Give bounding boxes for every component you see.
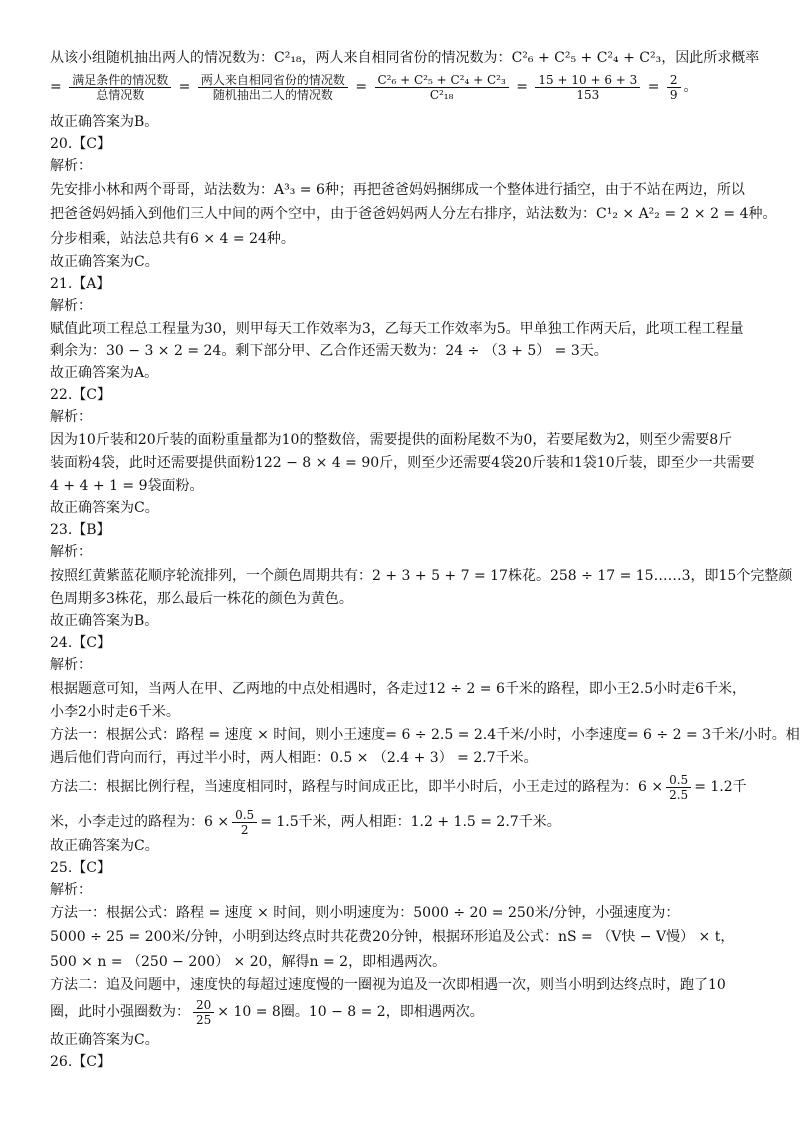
text: ，小李速度 (556, 727, 627, 743)
text: 。相 (771, 727, 800, 743)
q24-method1-line-1 (50, 725, 800, 745)
math-expr: 2 + 3 + 5 + 7 = 17 (372, 568, 508, 584)
q21-analysis-label: 解析： (50, 298, 92, 314)
text: 方法一：根据公式： (50, 905, 176, 921)
q22-answer: 故正确答案为C。 (50, 500, 159, 516)
text: 按照红黄紫蓝花顺序轮流排列，一个颜色周期共有： (50, 568, 372, 584)
q25-method1-line-1 (50, 903, 770, 923)
q22-line-3 (50, 476, 770, 496)
math-expr: 12 ÷ 2 = 6 (428, 681, 505, 697)
denominator: 2.5 (669, 787, 689, 802)
q25-method1-line-3 (50, 952, 770, 972)
q26-heading: 26.【C】 (50, 1054, 111, 1070)
text: 天。 (579, 343, 608, 359)
q24-method2-line-1 (50, 771, 770, 803)
q22-line-1: 因为10斤装和20斤装的面粉重量都为10的整数倍，需要提供的面粉尾数不为0，若要尾数为2，则至少需要8斤 (50, 432, 733, 448)
text: 千米，两人相距： (298, 814, 411, 830)
q21-line-1: 赋值此项工程总工程量为30，则甲每天工作效率为3，乙每天工作效率为5。甲单独工作两天后，此项工程工程量 (50, 321, 744, 337)
q25-heading: 25.【C】 (50, 860, 111, 876)
math-expr: × 10 = 8 (217, 1004, 281, 1020)
text: 。剩下部分甲、乙合作还需天数为： (221, 343, 446, 359)
math-expr: 5000 ÷ 25 = 200米/分钟 (50, 929, 219, 945)
math-expr: 24 ÷ （3 + 5） = 3 (445, 343, 580, 359)
text: 种；再把爸爸妈妈捆绑成一个整体进行插空，由于不站在两边，所以 (324, 182, 745, 198)
denominator: C²₁₈ (429, 87, 454, 102)
text: ， (720, 929, 735, 945)
fraction (198, 73, 348, 102)
text: 圈，此时小强圈数为： (50, 1004, 190, 1020)
math-expr: 1.2 + 1.5 = 2.7 (410, 814, 519, 830)
q19-probability-equation (50, 71, 770, 103)
q24-answer: 故正确答案为C。 (50, 838, 159, 854)
fraction (667, 73, 681, 102)
text: 千米。 (495, 750, 538, 766)
q25-answer: 故正确答案为C。 (50, 1032, 159, 1048)
math-expr: 6 × (638, 779, 664, 795)
denominator: 总情况数 (96, 87, 145, 102)
q24-method1-line-2 (50, 748, 770, 768)
text: 剩余为： (50, 343, 106, 359)
math-expr: 5000 ÷ 20 = 250米/分钟 (413, 905, 582, 921)
denominator: 153 (576, 87, 600, 102)
text: ，即15个完整颜 (690, 568, 793, 584)
math-expr: 30 − 3 × 2 = 24 (106, 343, 222, 359)
equals-sign: = (178, 79, 191, 95)
text: 米，小李走过的路程为： (50, 814, 204, 830)
denominator: 9 (669, 87, 678, 102)
equals-sign: = (647, 79, 660, 95)
q25-analysis-label: 解析： (50, 882, 92, 898)
text: ，则小王速度 (301, 727, 386, 743)
text: 装面粉4袋，此时还需要提供面粉 (50, 455, 255, 471)
q24-heading: 24.【C】 (50, 635, 111, 651)
text: 方法一：根据公式： (50, 727, 176, 743)
q21-answer: 故正确答案为A。 (50, 365, 159, 381)
numerator: 0.5 (232, 808, 257, 823)
text: 圈。 (280, 1004, 309, 1020)
q20-line-3 (50, 229, 770, 249)
q23-analysis-label: 解析： (50, 544, 92, 560)
text: 分步相乘，站法总共有 (50, 231, 190, 247)
math-expr: 10 − 8 = 2 (308, 1004, 386, 1020)
q22-heading: 22.【C】 (50, 387, 111, 403)
text: 千米的路程，即小王2.5小时走6千米， (504, 681, 747, 697)
text: 千米。 (518, 814, 561, 830)
text: ，解得 (267, 954, 310, 970)
math-expr: = 6 ÷ 2 = 3千米/小时 (626, 727, 772, 743)
numerator: 2 (667, 73, 681, 88)
q20-answer: 故正确答案为C。 (50, 254, 159, 270)
text: 把爸爸妈妈插入到他们三人中间的两个空中，由于爸爸妈妈两人分左右排序，站法数为： (50, 206, 596, 222)
q24-analysis-label: 解析： (50, 657, 92, 673)
fraction (375, 73, 509, 102)
math-expr: C²₁₈ (274, 50, 302, 66)
math-expr: 6 × (204, 814, 230, 830)
math-expr: n = 2 (309, 954, 349, 970)
q20-analysis-label: 解析： (50, 158, 92, 174)
numerator: 两人来自相同省份的情况数 (198, 73, 348, 88)
text: 。 (683, 79, 698, 95)
q25-method1-line-2 (50, 927, 770, 947)
text: ，则小明速度为： (301, 905, 414, 921)
text: 方法二：根据比例行程，当速度相同时，路程与时间成正比，即半小时后，小王走过的路程为： (50, 779, 638, 795)
q25-method2-line-1: 方法二：追及问题中，速度快的每超过速度慢的一圈视为追及一次即相遇一次，则当小明到达终点时，跑了10 (50, 977, 726, 993)
text: ，小明到达终点时共花费20分钟，根据环形追及公式： (218, 929, 558, 945)
text: ，因此所求概率 (661, 50, 760, 66)
fraction (69, 73, 171, 102)
q20-line-1 (50, 180, 770, 200)
q23-answer: 故正确答案为B。 (50, 613, 159, 629)
math-expr: = 1.2 (694, 779, 733, 795)
text: 千 (732, 779, 747, 795)
math-expr: 6 × 4 = 24 (190, 231, 267, 247)
q23-line-2: 色周期多3株花，那么最后一株花的颜色为黄色。 (50, 591, 353, 607)
text: ，即相遇两次。 (385, 1004, 484, 1020)
math-expr: 0.5 × （2.4 + 3） = 2.7 (330, 750, 496, 766)
math-expr: A³₃ = 6 (274, 182, 325, 198)
q24-line-2: 小李2小时走6千米。 (50, 704, 180, 720)
text: 从该小组随机抽出两人的情况数为： (50, 50, 274, 66)
text: 种。 (748, 206, 777, 222)
text: 先安排小林和两个哥哥，站法数为： (50, 182, 274, 198)
q19-line-1 (50, 48, 770, 68)
math-expr: = 1.5 (260, 814, 299, 830)
math-expr: 路程 = 速度 × 时间 (176, 905, 302, 921)
equals-sign: = (516, 79, 528, 95)
numerator: 满足条件的情况数 (69, 73, 171, 88)
denominator: 2 (240, 822, 249, 837)
q23-line-1 (50, 566, 793, 586)
q25-method2-line-2 (50, 996, 770, 1028)
q20-line-2 (50, 204, 777, 224)
text: 袋面粉。 (147, 478, 204, 494)
equals-sign: = (50, 79, 62, 95)
numerator: 20 (193, 998, 214, 1013)
math-expr: 路程 = 速度 × 时间 (176, 727, 302, 743)
fraction (535, 73, 640, 102)
text: ，两人来自相同省份的情况数为： (301, 50, 512, 66)
math-expr: 122 − 8 × 4 = 90 (254, 455, 380, 471)
q22-analysis-label: 解析： (50, 409, 92, 425)
fraction (193, 998, 214, 1027)
q21-line-2 (50, 341, 770, 361)
math-expr: C¹₂ × A²₂ = 2 × 2 = 4 (596, 206, 749, 222)
q20-heading: 20.【C】 (50, 136, 111, 152)
text: ，小强速度为： (581, 905, 680, 921)
q21-heading: 21.【A】 (50, 276, 111, 292)
text: 种。 (266, 231, 295, 247)
numerator: C²₆ + C²₅ + C²₄ + C²₃ (375, 73, 509, 88)
math-expr: C²₆ + C²₅ + C²₄ + C²₃ (511, 50, 662, 66)
text: 斤，则至少还需要4袋20斤装和1袋10斤装，即至少一共需要 (379, 455, 755, 471)
math-expr: 258 ÷ 17 = 15……3 (549, 568, 691, 584)
math-expr: 500 × n = （250 − 200） × 20 (50, 954, 268, 970)
fraction (666, 773, 691, 802)
text: 根据题意可知，当两人在甲、乙两地的中点处相遇时，各走过 (50, 681, 428, 697)
math-expr: = 6 ÷ 2.5 = 2.4千米/小时 (385, 727, 557, 743)
math-expr: 4 + 4 + 1 = 9 (50, 478, 148, 494)
fraction (232, 808, 257, 837)
equals-sign: = (355, 79, 368, 95)
math-expr: nS = （V快 − V慢） × t (557, 929, 721, 945)
q19-answer: 故正确答案为B。 (50, 114, 159, 130)
numerator: 15 + 10 + 6 + 3 (535, 73, 640, 88)
denominator: 25 (196, 1012, 212, 1027)
denominator: 随机抽出二人的情况数 (212, 87, 333, 102)
q24-line-1 (50, 679, 770, 699)
q22-line-2 (50, 453, 770, 473)
numerator: 0.5 (666, 773, 691, 788)
q24-method2-line-2 (50, 806, 770, 838)
text: ，即相遇两次。 (348, 954, 447, 970)
text: 遇后他们背向而行，再过半小时，两人相距： (50, 750, 330, 766)
q23-heading: 23.【B】 (50, 522, 111, 538)
text: 株花。 (507, 568, 550, 584)
